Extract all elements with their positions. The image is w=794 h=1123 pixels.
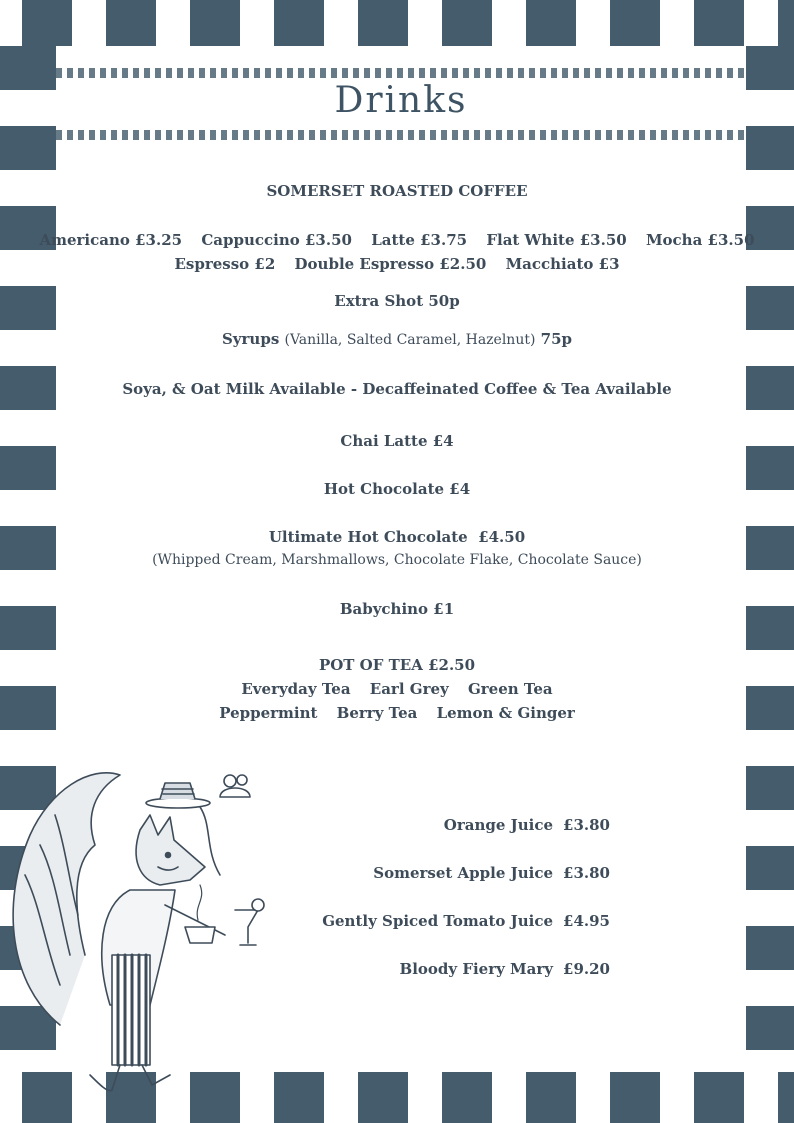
page-title: Drinks xyxy=(334,80,468,121)
tea-item: Berry Tea xyxy=(336,704,418,722)
ultimate-detail: (Whipped Cream, Marshmallows, Chocolate Flake, Chocolate Sauce) xyxy=(152,552,642,568)
menu-item: Double Espresso £2.50 xyxy=(294,255,487,273)
menu-item: Americano £3.25 xyxy=(39,231,183,249)
juice-item: Bloody Fiery Mary £9.20 xyxy=(399,960,610,978)
hot-chocolate: Hot Chocolate £4 xyxy=(323,480,471,498)
tea-item: Peppermint xyxy=(219,704,318,722)
menu-item: Macchiato £3 xyxy=(505,255,620,273)
chai-latte: Chai Latte £4 xyxy=(340,432,454,450)
decorative-line-top xyxy=(56,68,746,78)
coffee-row-2 xyxy=(0,255,794,273)
tea-item: Green Tea xyxy=(467,680,553,698)
juice-item: Orange Juice £3.80 xyxy=(443,816,610,834)
tea-item: Everyday Tea xyxy=(241,680,351,698)
ultimate-hot-chocolate: Ultimate Hot Chocolate £4.50 xyxy=(268,528,526,546)
tea-item: Earl Grey xyxy=(369,680,449,698)
menu-item: Mocha £3.50 xyxy=(645,231,755,249)
menu-item: Latte £3.75 xyxy=(371,231,468,249)
extra-shot: Extra Shot 50p xyxy=(334,292,460,310)
menu-item: Flat White £3.50 xyxy=(486,231,627,249)
coffee-heading: SOMERSET ROASTED COFFEE xyxy=(266,182,528,200)
juice-item: Gently Spiced Tomato Juice £4.95 xyxy=(322,912,610,930)
squirrel-waiter-icon xyxy=(0,755,280,1095)
juice-item: Somerset Apple Juice £3.80 xyxy=(373,864,610,882)
tea-row-1 xyxy=(0,680,794,698)
tea-heading: POT OF TEA £2.50 xyxy=(318,656,476,674)
border-top xyxy=(0,0,794,46)
coffee-row-1 xyxy=(0,231,794,249)
menu-item: Espresso £2 xyxy=(174,255,276,273)
tea-item: Lemon & Ginger xyxy=(436,704,575,722)
syrups-line: Syrups (Vanilla, Salted Caramel, Hazelnut) 75p xyxy=(221,330,573,348)
decorative-line-bottom xyxy=(56,130,746,140)
tea-row-2 xyxy=(0,704,794,722)
menu-item: Cappuccino £3.50 xyxy=(201,231,352,249)
milk-note: Soya, & Oat Milk Available - Decaffeinated Coffee & Tea Available xyxy=(122,380,672,398)
babychino: Babychino £1 xyxy=(339,600,455,618)
